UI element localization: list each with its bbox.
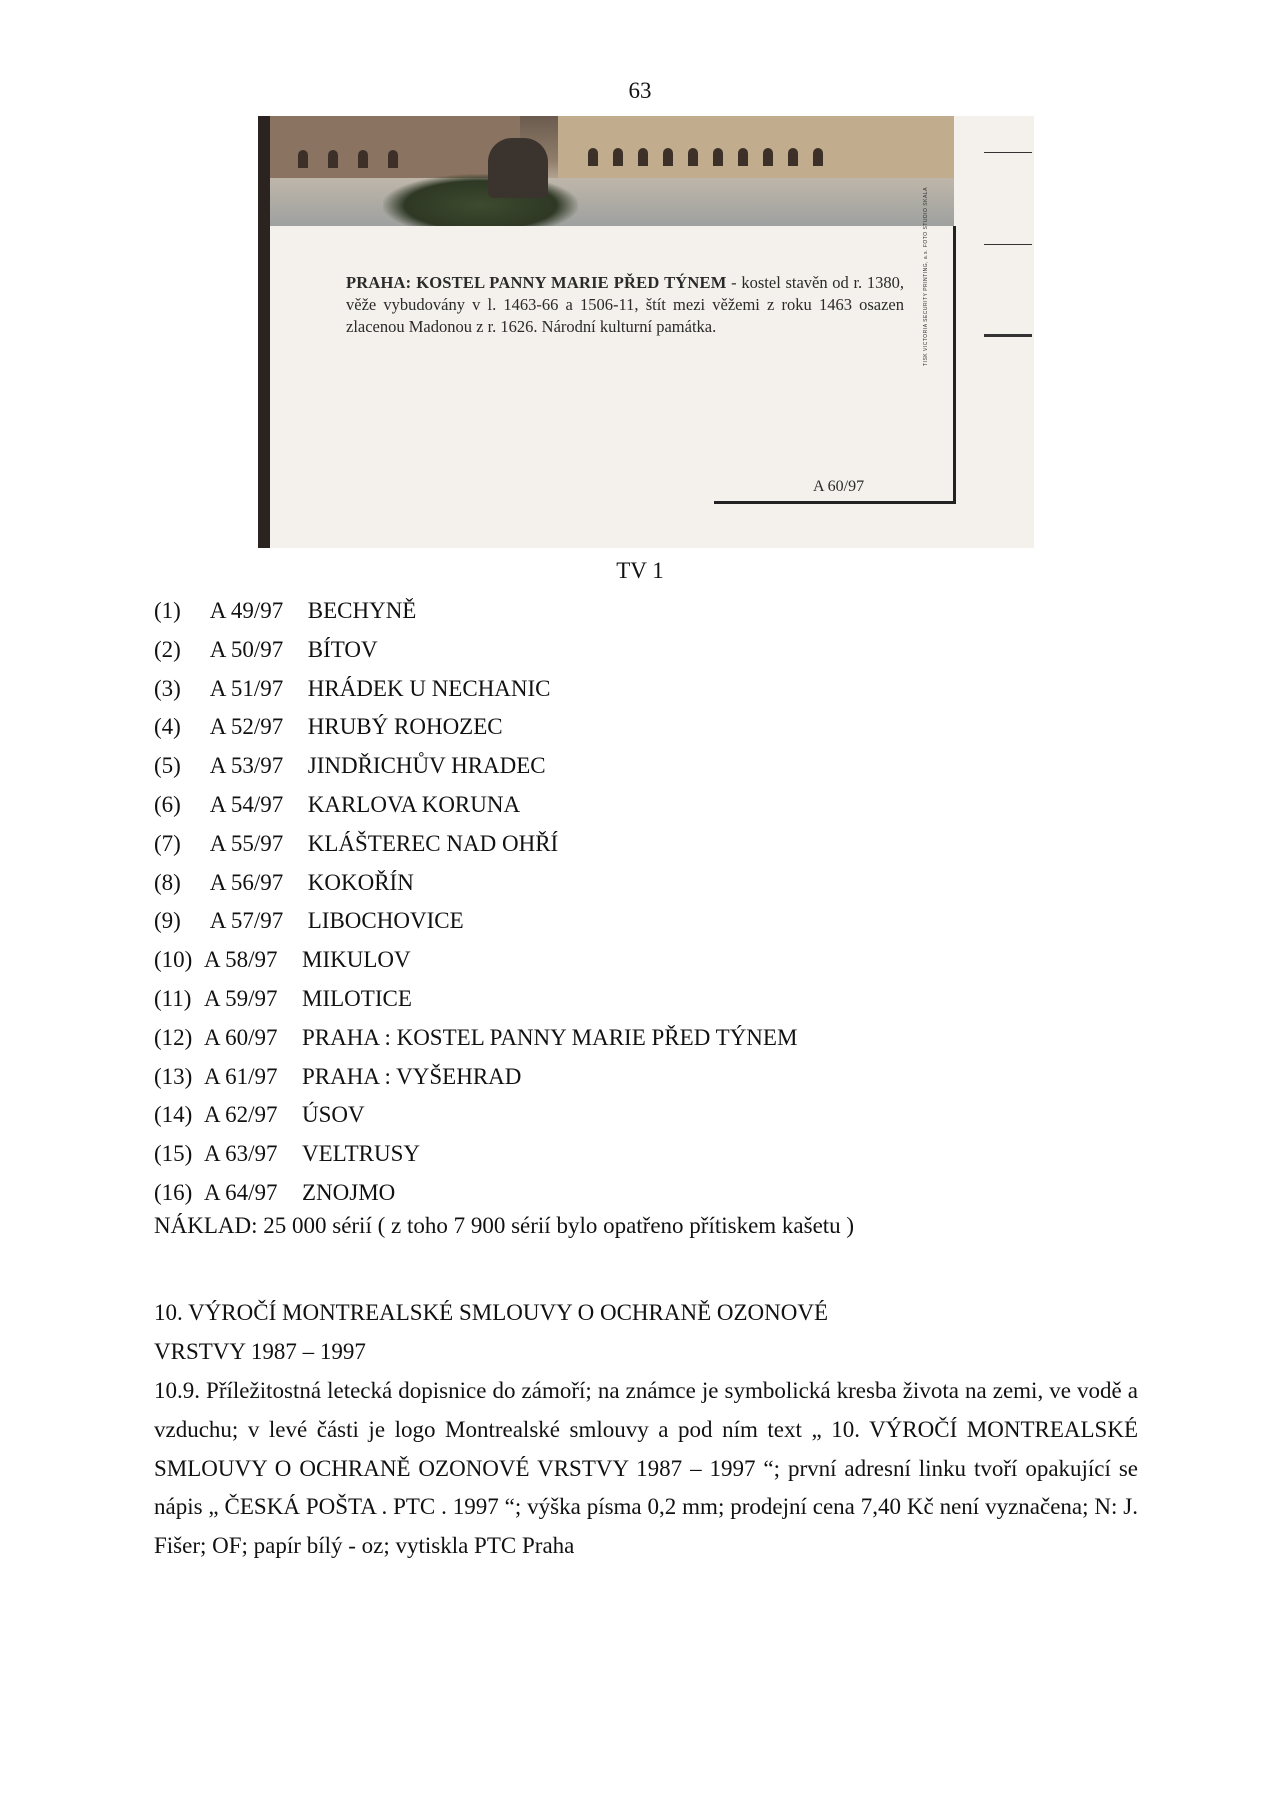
section-heading-line-1: 10. VÝROČÍ MONTREALSKÉ SMLOUVY O OCHRANĚ OZONOVÉ — [154, 1300, 829, 1325]
list-item: (7) A 55/97 KLÁŠTEREC NAD OHŘÍ — [154, 830, 559, 856]
list-item: (2) A 50/97 BÍTOV — [154, 636, 378, 662]
card-list — [154, 592, 1114, 1213]
postcard-print-credit: TISK VICTORIA SECURITY PRINTING, a.s. FOTO STUDIO SKALA — [923, 187, 929, 366]
list-item: (14) A 62/97 ÚSOV — [154, 1102, 365, 1128]
list-item: (9) A 57/97 LIBOCHOVICE — [154, 908, 464, 934]
list-item: (1) A 49/97 BECHYNĚ — [154, 598, 417, 623]
list-item: (16) A 64/97 ZNOJMO — [154, 1179, 396, 1205]
section-heading-line-2: VRSTVY 1987 – 1997 — [154, 1338, 366, 1364]
tv-label: TV 1 — [616, 558, 664, 583]
print-run-note: NÁKLAD: 25 000 sérií ( z toho 7 900 sérií bylo opatřeno přítiskem kašetu ) — [154, 1213, 855, 1238]
list-item: (13) A 61/97 PRAHA : VYŠEHRAD — [154, 1063, 522, 1089]
postcard-photo-old-town-square — [258, 116, 954, 226]
list-item: (12) A 60/97 PRAHA : KOSTEL PANNY MARIE PŘED TÝNEM — [154, 1024, 798, 1050]
list-item: (8) A 56/97 KOKOŘÍN — [154, 869, 414, 895]
list-item: (5) A 53/97 JINDŘICHŮV HRADEC — [154, 753, 546, 779]
page-number: 63 — [628, 78, 652, 103]
postcard-code: A 60/97 — [813, 478, 865, 495]
list-item: (6) A 54/97 KARLOVA KORUNA — [154, 791, 521, 817]
list-item: (15) A 63/97 VELTRUSY — [154, 1141, 420, 1167]
list-item: (4) A 52/97 HRUBÝ ROHOZEC — [154, 714, 503, 740]
postcard-scan — [258, 116, 1034, 548]
postcard-caption-title: PRAHA: KOSTEL PANNY MARIE PŘED TÝNEM — [346, 273, 727, 292]
section-body-paragraph: 10.9. Příležitostná letecká dopisnice do zámoří; na známce je symbolická kresba života na zemi, ve vodě a vzduchu; v levé části je logo Montrealské smlouvy a pod ním text „ 10. VÝROČÍ MONTREALSKÉ SMLOUVY O OCHRANĚ OZONOVÉ VRSTVY 1987 – 1997 “; první adresní linku tvoří opakující se nápis „ ČESKÁ POŠTA . PTC . 1997 “; výška písma 0,2 mm; prodejní cena 7,40 Kč není vyznačena; N: J. Fišer; OF; papír bílý - oz; vytiskla PTC Praha — [154, 1378, 1138, 1559]
postcard-caption-text: - kostel stavěn od r. 1380, věže vybudovány v l. 1463-66 a 1506-11, štít mezi věžemi z roku 1463 osazen zlacenou Madonou z r. 1626. Národní kulturní památka. — [346, 273, 904, 336]
section-heading — [154, 1294, 828, 1372]
list-item: (11) A 59/97 MILOTICE — [154, 985, 412, 1011]
list-item: (3) A 51/97 HRÁDEK U NECHANIC — [154, 675, 551, 701]
postcard-caption — [346, 272, 904, 338]
list-item: (10) A 58/97 MIKULOV — [154, 947, 411, 973]
